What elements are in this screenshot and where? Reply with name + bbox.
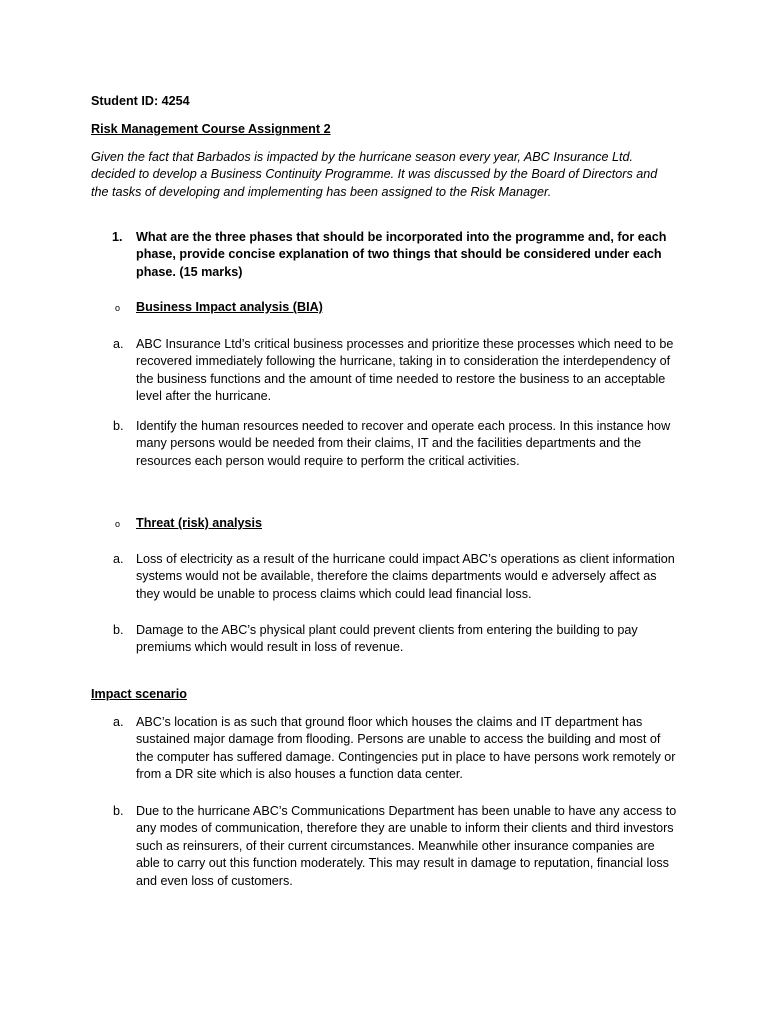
impact-heading: Impact scenario [91,687,187,701]
item-text: Loss of electricity as a result of the hurricane could impact ABC’s operations as client information systems would not be available, therefore the claims departments would e adversely affect as they would be unable to process claims which could lead financial loss. [136,552,675,601]
intro-paragraph: Given the fact that Barbados is impacted by the hurricane season every year, ABC Insurance Ltd. decided to develop a Business Continuity Programme. It was discussed by the Board of Directors and the tasks of developing and implementing has been assigned to the Risk Manager. [91,150,658,199]
question-text: What are the three phases that should be incorporated into the programme and, for each phase, provide concise explanation of two things that should be considered under each phase. (15 marks) [136,230,667,279]
student-id: Student ID: 4254 [91,94,190,108]
item-marker: a. [113,552,124,566]
impact-item-a [113,714,678,784]
question-1 [112,229,675,281]
impact-item-b [113,803,678,890]
bullet-icon: o [115,519,121,529]
item-marker: a. [113,337,124,351]
question-number: 1. [112,230,123,244]
item-text: ABC’s location is as such that ground floor which houses the claims and IT department has sustained major damage from flooding. Persons are unable to access the building and most of the computer has suffered damage. Contingencies put in place to have persons work remotely or from a DR site which is also houses a function data center. [136,715,676,782]
item-text: Due to the hurricane ABC’s Communications Department has been unable to have any access to any modes of communication, therefore they are unable to inform their clients and third investors such as reinsurers, of their current circumstances. Meanwhile other insurance companies are able to carry out this function moderately. This may result in damage to reputation, financial loss and even loss of customers. [136,804,677,888]
item-text: Identify the human resources needed to recover and operate each process. In this instance how many persons would be needed from their claims, IT and the facilities departments and the resources each person would require to perform the critical activities. [136,419,671,468]
threat-item-a [113,551,678,603]
item-marker: a. [113,715,124,729]
item-marker: b. [113,623,124,637]
item-text: Damage to the ABC’s physical plant could prevent clients from entering the building to pay premiums which would result in loss of revenue. [136,623,638,655]
bia-heading [115,299,323,316]
threat-item-b [113,622,678,657]
threat-heading-text: Threat (risk) analysis [136,516,262,530]
item-marker: b. [113,419,124,433]
assignment-title: Risk Management Course Assignment 2 [91,122,331,136]
threat-heading [115,515,262,532]
item-marker: b. [113,804,124,818]
bia-item-a [113,336,678,406]
item-text: ABC Insurance Ltd’s critical business processes and prioritize these processes which need to be recovered immediately following the hurricane, taking in to consideration the interdependency of the business functions and the amount of time needed to restore the business to an acceptable level after the hurricane. [136,337,674,404]
bullet-icon: o [115,303,121,313]
bia-item-b [113,418,678,470]
bia-heading-text: Business Impact analysis (BIA) [136,300,323,314]
